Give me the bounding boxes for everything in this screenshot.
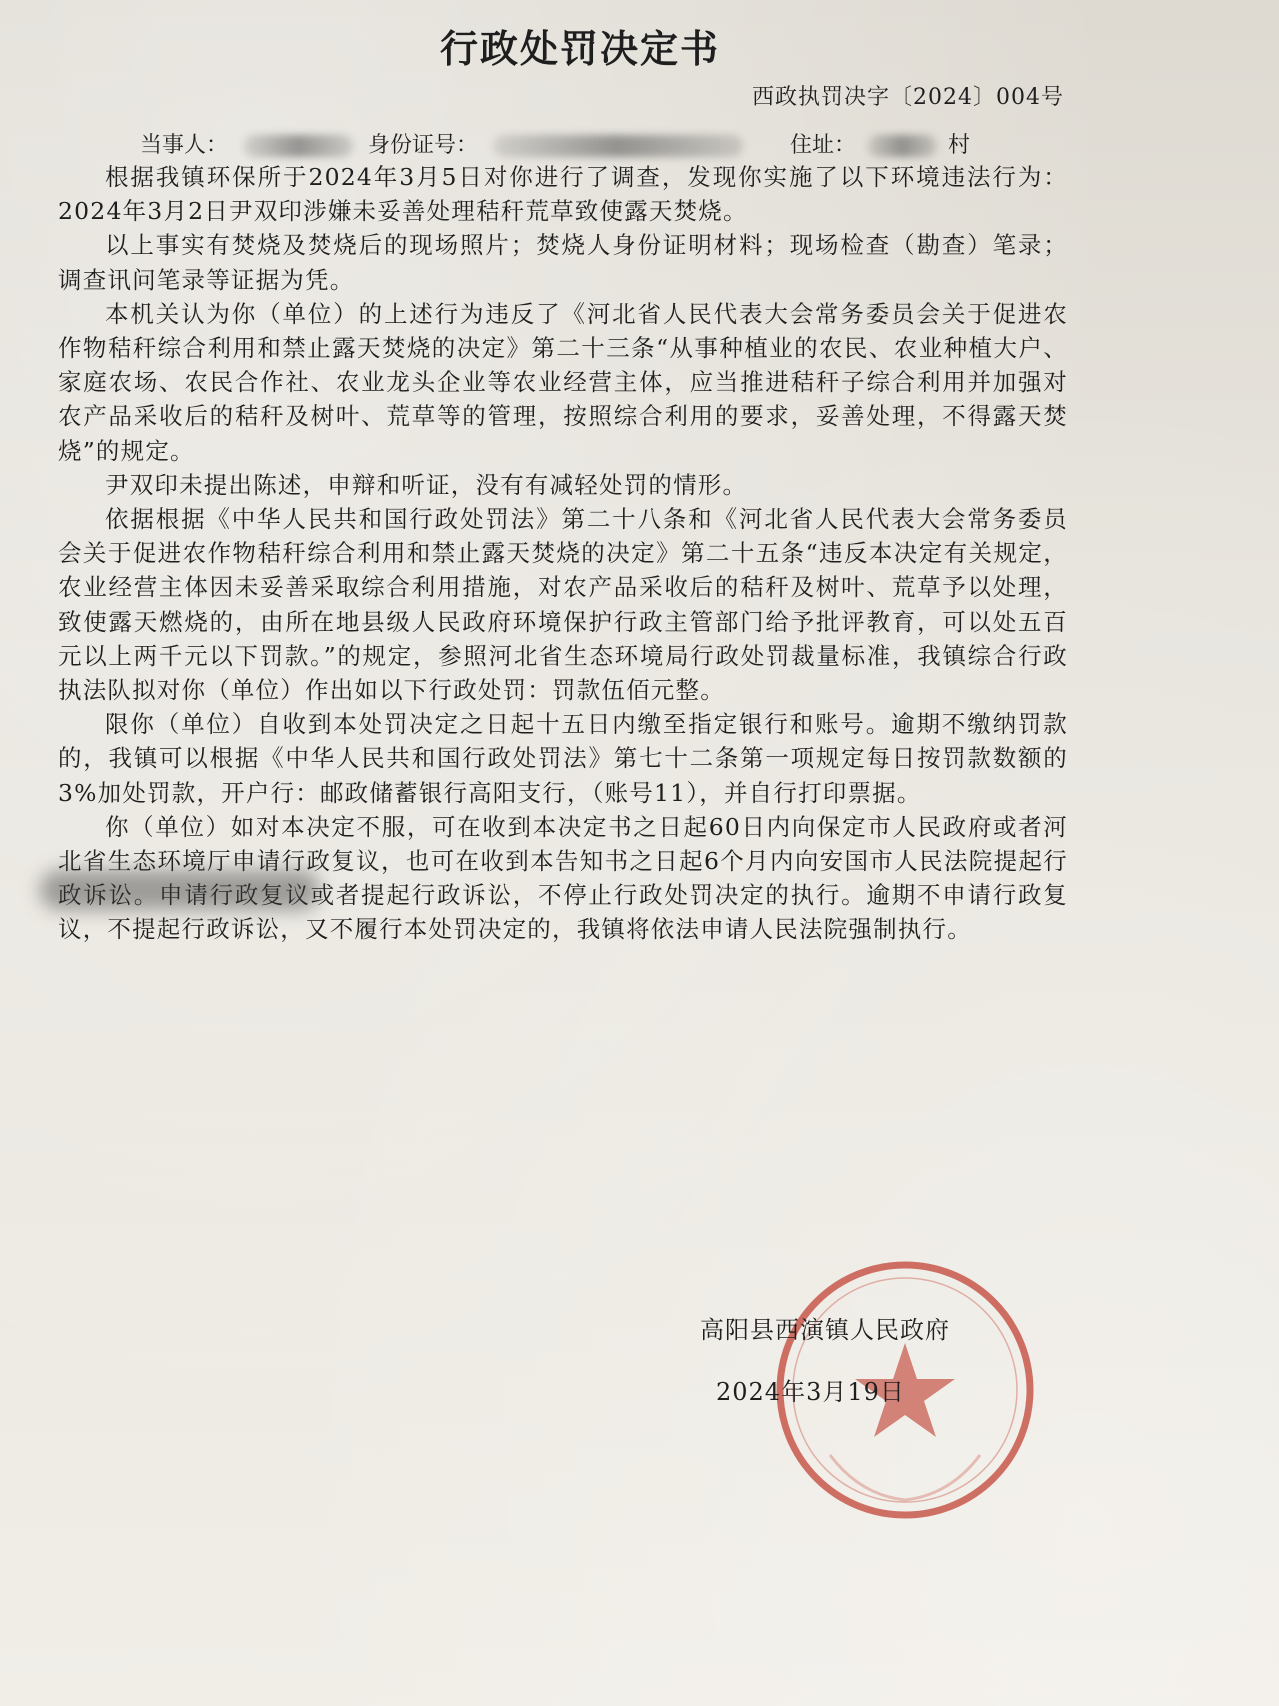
paragraph-violation: 本机关认为你（单位）的上述行为违反了《河北省人民代表大会常务委员会关于促进农作物秸秆综合利用和禁止露天焚烧的决定》第二十三条“从事种植业的农民、农业种植大户、家庭农场、农民合作社、农业龙头企业等农业经营主体，应当推进秸秆子综合利用并加强对农产品采收后的秸秆及树叶、荒草等的管理，按照综合利用的要求，妥善处理，不得露天焚烧”的规定。 [58, 299, 1068, 465]
issue-date: 2024年3月19日 [716, 1378, 905, 1406]
address-label: 住址： [790, 133, 857, 158]
party-info-line [140, 128, 970, 159]
address-suffix: 村 [948, 133, 971, 158]
document-title: 行政处罚决定书 [439, 27, 720, 71]
paragraph-evidence: 以上事实有焚烧及焚烧后的现场照片；焚烧人身份证明材料；现场检查（勘查）笔录；调查讯问笔录等证据为凭。 [58, 231, 1068, 294]
paragraph-penalty: 依据根据《中华人民共和国行政处罚法》第二十八条和《河北省人民代表大会常务委员会关于促进农作物秸秆综合利用和禁止露天焚烧的决定》第二十五条“违反本决定有关规定，农业经营主体因未妥善采取综合利用措施，对农产品采收后的秸秆及树叶、荒草予以处理，致使露天燃烧的，由所在地县级人民政府环境保护行政主管部门给予批评教育，可以处五百元以上两千元以下罚款。”的规定，参照河北省生态环境局行政处罚裁量标准，我镇综合行政执法队拟对你（单位）作出如以下行政处罚：罚款伍佰元整。 [58, 505, 1068, 705]
redacted-name [243, 135, 353, 157]
redacted-id-number [493, 135, 743, 157]
redacted-address [867, 135, 937, 157]
paragraph-no-statement: 尹双印未提出陈述，申辩和听证，没有有减轻处罚的情形。 [105, 470, 748, 499]
document-number: 西政执罚决字〔2024〕004号 [752, 85, 1064, 110]
paragraph-payment: 限你（单位）自收到本处罚决定之日起十五日内缴至指定银行和账号。逾期不缴纳罚款的，我镇可以根据《中华人民共和国行政处罚法》第七十二条第一项规定每日按罚款数额的3%加处罚款，开户行：邮政储蓄银行高阳支行，（账号11），并自行打印票据。 [58, 710, 1068, 807]
id-number-label: 身份证号： [368, 133, 479, 158]
party-label: 当事人： [140, 133, 229, 158]
document-body [58, 160, 1068, 947]
paragraph-appeal: 你（单位）如对本决定不服，可在收到本决定书之日起60日内向保定市人民政府或者河北省生态环境厅申请行政复议，也可在收到本告知书之日起6个月内向安国市人民法院提起行政诉讼。申请行政复议或者提起行政诉讼，不停止行政处罚决定的执行。逾期不申请行政复议，不提起行政诉讼，又不履行本处罚决定的，我镇将依法申请人民法院强制执行。 [58, 812, 1068, 944]
redacted-account-number [40, 870, 320, 910]
issuer-signature: 高阳县西演镇人民政府 [700, 1316, 950, 1344]
paragraph-investigation: 根据我镇环保所于2024年3月5日对你进行了调查，发现你实施了以下环境违法行为：2024年3月2日尹双印涉嫌未妥善处理秸秆荒草致使露天焚烧。 [58, 163, 1068, 226]
